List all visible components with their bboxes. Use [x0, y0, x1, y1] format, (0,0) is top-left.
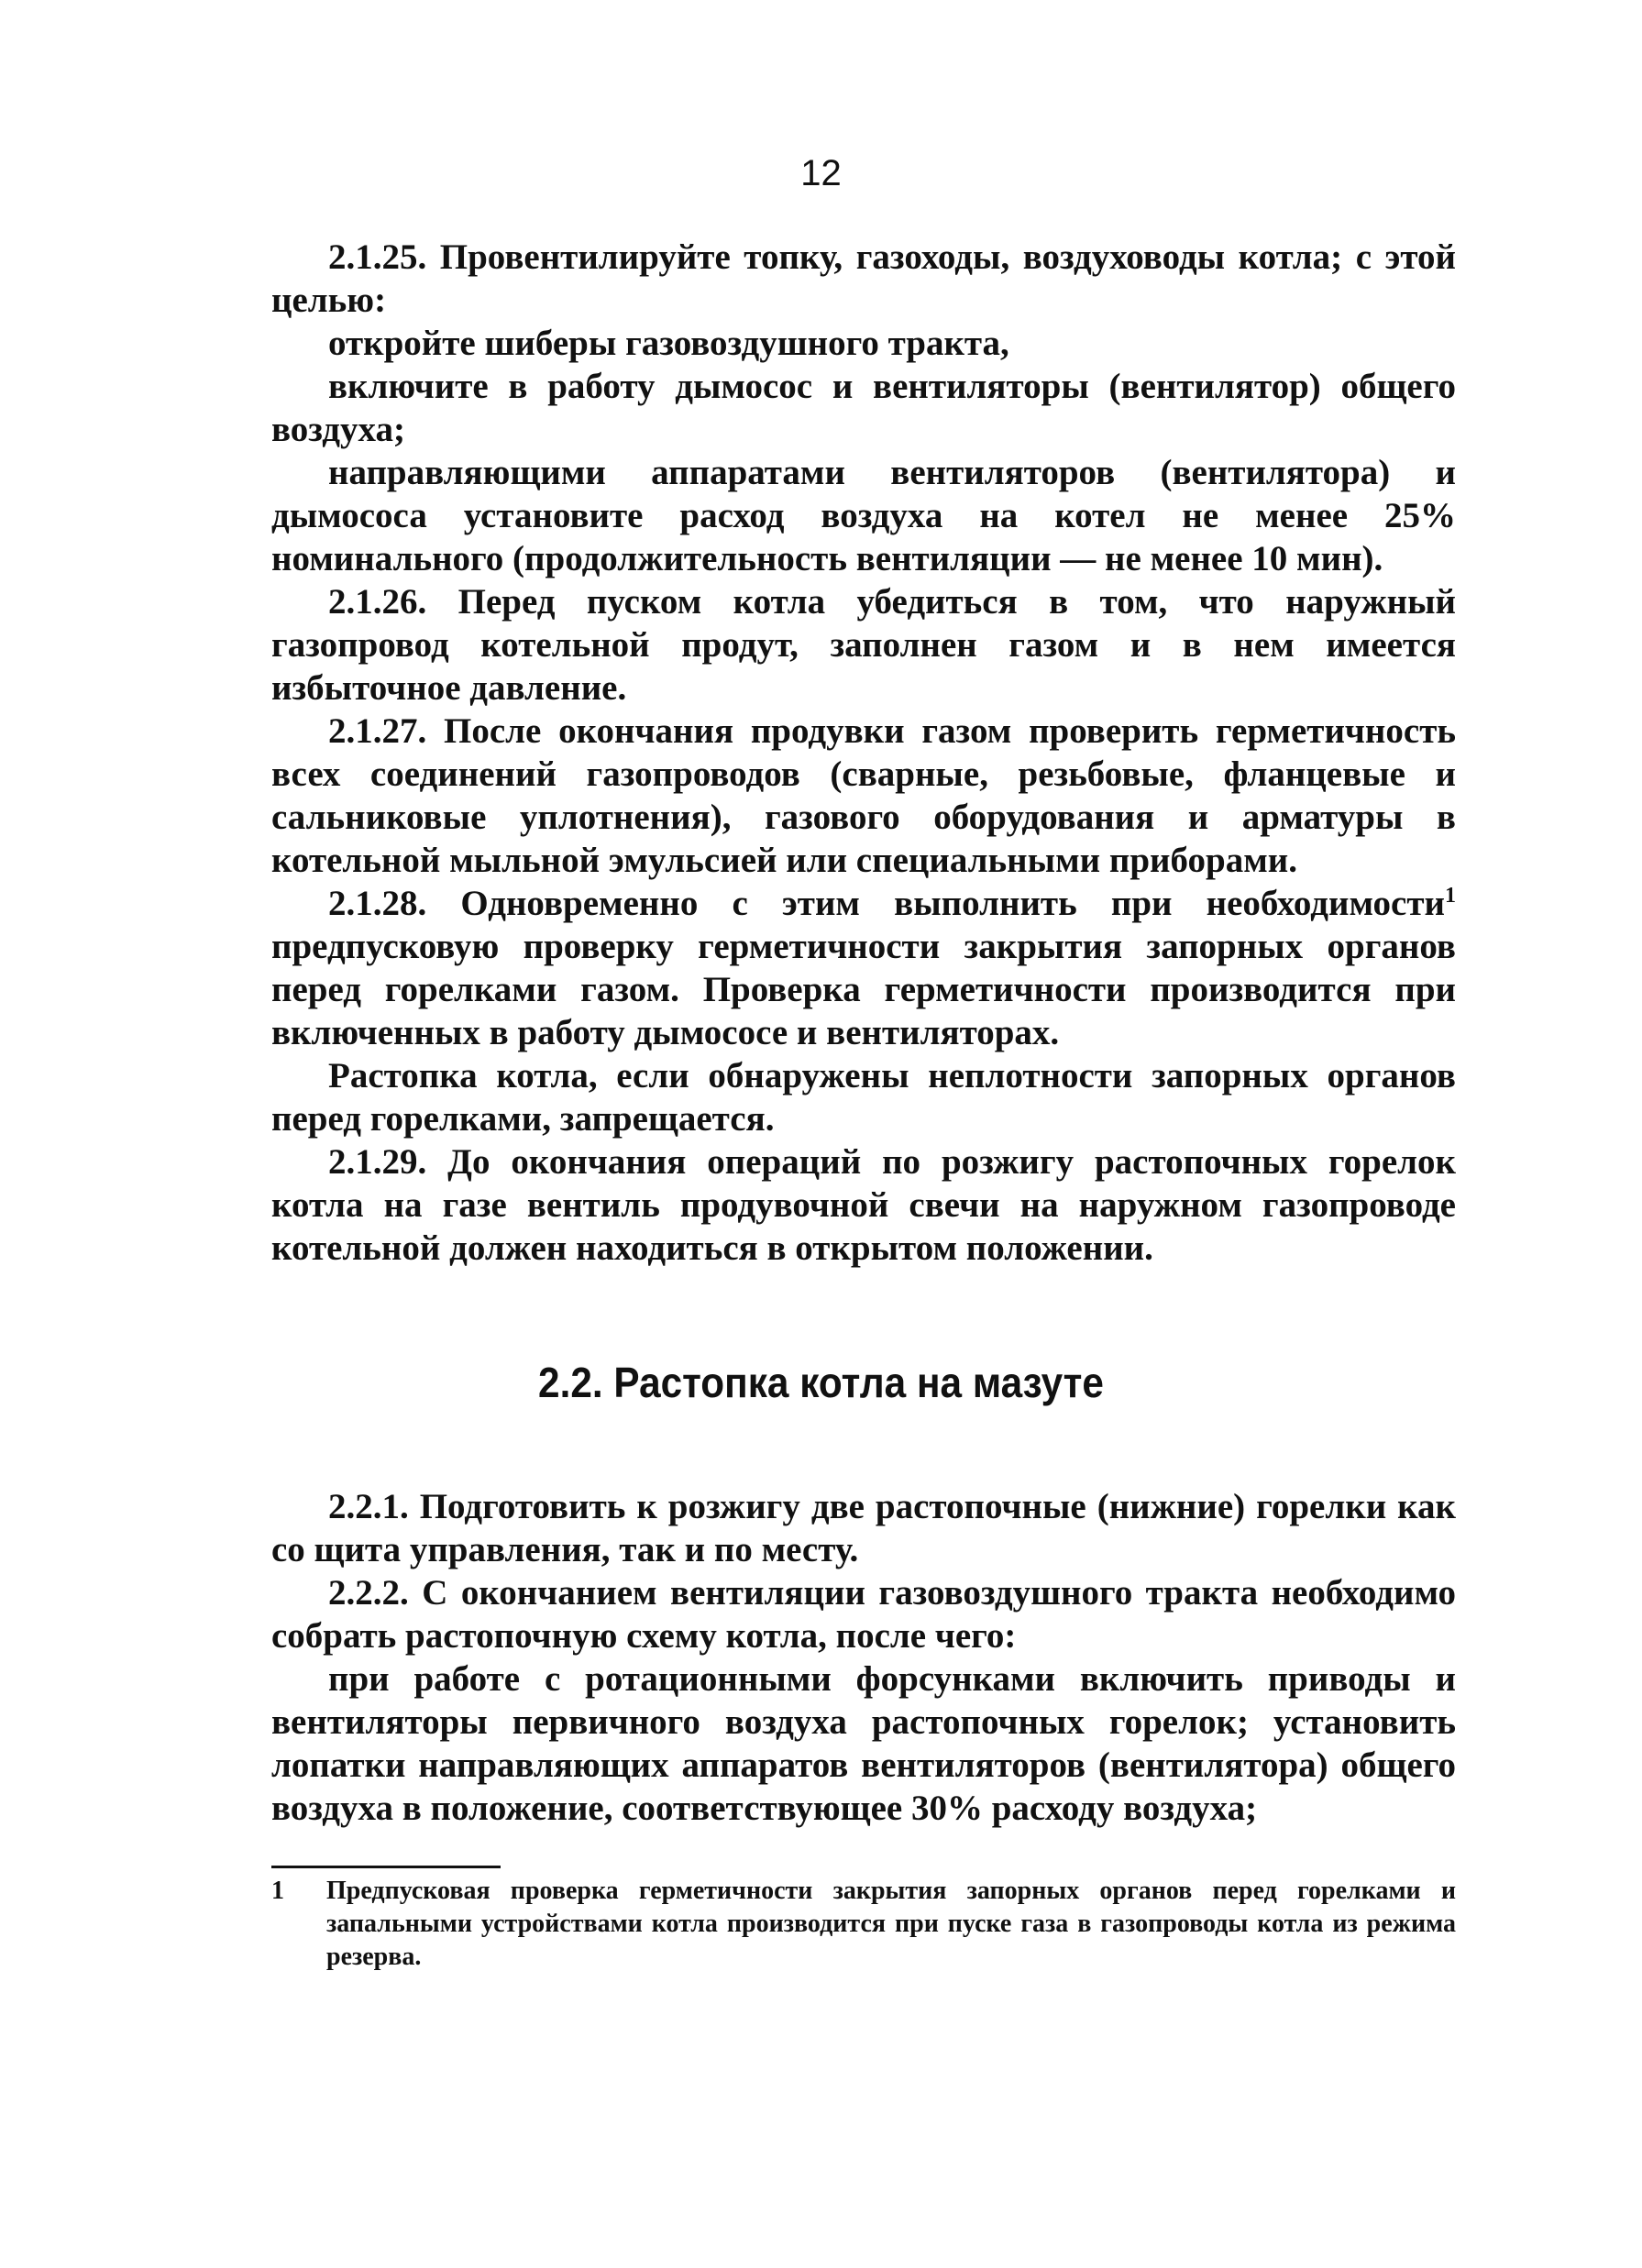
footnote	[271, 1875, 1456, 1974]
top-text-block	[271, 236, 1456, 1270]
footnote-mark: 1	[271, 1877, 284, 1905]
page-number: 12	[800, 153, 842, 193]
paragraph-2-1-25: 2.1.25. Провентилируйте топку, газоходы, воздуховоды котла; с этой целью:	[271, 237, 1456, 320]
footnote-text: Предпусковая проверка герметичности закрытия запорных органов перед горелками и запальными устройствами котла производится при пуске газа в газопроводы котла из режима резерва.	[326, 1877, 1456, 1971]
bottom-text-block	[271, 1485, 1456, 1830]
paragraph-2-1-26: 2.1.26. Перед пуском котла убедиться в том, что наружный газопровод котельной продут, заполнен газом и в нем имеется избыточное давление.	[271, 582, 1456, 708]
paragraph-2-2-2: 2.2.2. С окончанием вентиляции газовоздушного тракта необходимо собрать растопочную схему котла, после чего:	[271, 1573, 1456, 1656]
paragraph-leak-prohibition: Растопка котла, если обнаружены неплотности запорных органов перед горелками, запрещается.	[271, 1056, 1456, 1139]
paragraph-2-2-1: 2.2.1. Подготовить к розжигу две растопочные (нижние) горелки как со щита управления, так и по месту.	[271, 1487, 1456, 1569]
section-heading: 2.2. Растопка котла на мазуте	[538, 1359, 1104, 1406]
footnote-divider	[271, 1866, 501, 1868]
paragraph-2-1-28-rest: предпусковую проверку герметичности закрытия запорных органов перед горелками газом. Проверка герметичности производится при включенных в работу дымососе и вентиляторах.	[271, 927, 1456, 1052]
paragraph-start-fans: включите в работу дымосос и вентиляторы (вентилятор) общего воздуха;	[271, 367, 1456, 449]
paragraph-open-dampers: откройте шиберы газовоздушного тракта,	[328, 324, 1009, 363]
footnote-reference: 1	[1445, 884, 1456, 908]
paragraph-2-1-27: 2.1.27. После окончания продувки газом проверить герметичность всех соединений газопроводов (сварные, резьбовые, фланцевые и сальниковые уплотнения), газового оборудования и арматуры в котельной мыльной эмульсией или специальными приборами.	[271, 711, 1456, 880]
paragraph-set-airflow: направляющими аппаратами вентиляторов (вентилятора) и дымососа установите расход воздуха на котел не менее 25% номинального (продолжительность вентиляции — не менее 10 мин).	[271, 453, 1456, 578]
paragraph-2-1-29: 2.1.29. До окончания операций по розжигу растопочных горелок котла на газе вентиль продувочной свечи на наружном газопроводе котельной должен находиться в открытом положении.	[271, 1142, 1456, 1268]
paragraph-2-1-28	[271, 882, 1456, 1054]
paragraph-2-1-28-lead: 2.1.28. Одновременно с этим выполнить при необходимости	[328, 884, 1445, 923]
paragraph-rotary-nozzles: при работе с ротационными форсунками включить приводы и вентиляторы первичного воздуха растопочных горелок; установить лопатки направляющих аппаратов вентиляторов (вентилятора) общего воздуха в положение, соответствующее 30% расходу воздуха;	[271, 1659, 1456, 1828]
